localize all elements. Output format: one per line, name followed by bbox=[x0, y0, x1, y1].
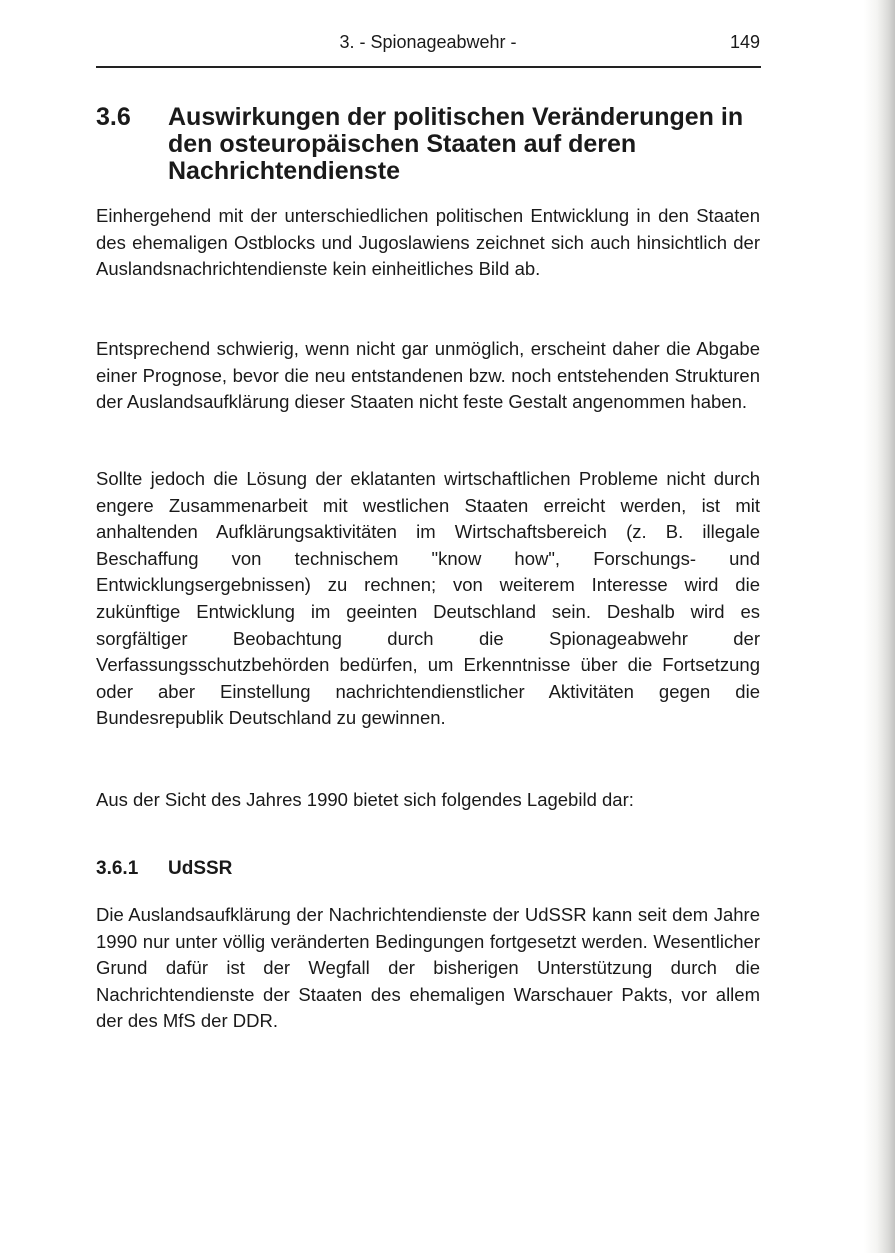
subsection-number: 3.6.1 bbox=[96, 858, 139, 879]
running-header bbox=[96, 30, 760, 58]
header-rule bbox=[96, 66, 761, 68]
paragraph-3: Sollte jedoch die Lösung der eklatanten wirtschaftlichen Probleme nicht durch engere Zusammenarbeit mit westlichen Staaten erreicht werden, ist mit anhaltenden Aufklärungsaktivitäten im Wirtschaftsbereich (z. B. illegale Beschaffung von technischem "know how", Forschungs- und Entwicklungsergebnissen) zu rechnen; von weiterem Interesse wird die zukünftige Entwicklung im geeinten Deutschland sein. Deshalb wird es sorgfältiger Beobachtung durch die Spionageabwehr der Verfassungsschutzbehörden bedürfen, um Erkenntnisse über die Fortsetzung oder aber Einstellung nachrichtendienstlicher Aktivitäten gegen die Bundesrepublik Deutschland zu gewinnen. bbox=[96, 468, 760, 729]
section-title: Auswirkungen der politischen Veränderungen in den osteuropäischen Staaten auf deren Nachrichtendienste bbox=[168, 103, 744, 185]
header-chapter-title: 3. - Spionageabwehr - bbox=[339, 32, 517, 52]
subsection-title: UdSSR bbox=[168, 858, 233, 879]
section-number: 3.6 bbox=[96, 103, 131, 131]
header-page-number: 149 bbox=[729, 32, 760, 52]
page-edge-shadow bbox=[877, 0, 895, 1253]
paragraph-4: Aus der Sicht des Jahres 1990 bietet sich folgendes Lagebild dar: bbox=[96, 789, 634, 810]
subsection-paragraph: Die Auslandsaufklärung der Nachrichtendienste der UdSSR kann seit dem Jahre 1990 nur unter völlig veränderten Bedingungen fortgesetzt werden. Wesentlicher Grund dafür ist der Wegfall der bisherigen Unterstützung durch die Nachrichtendienste der Staaten des ehemaligen Warschauer Pakts, vor allem der des MfS der DDR. bbox=[96, 904, 760, 1032]
paragraph-1: Einhergehend mit der unterschiedlichen politischen Entwicklung in den Staaten des ehemaligen Ostblocks und Jugoslawiens zeichnet sich auch hinsichtlich der Auslandsnachrichtendienste kein einheitliches Bild ab. bbox=[96, 205, 760, 280]
paragraph-2: Entsprechend schwierig, wenn nicht gar unmöglich, erscheint daher die Abgabe einer Prognose, bevor die neu entstandenen bzw. noch entstehenden Strukturen der Auslandsaufklärung dieser Staaten nicht feste Gestalt angenommen haben. bbox=[96, 338, 760, 413]
